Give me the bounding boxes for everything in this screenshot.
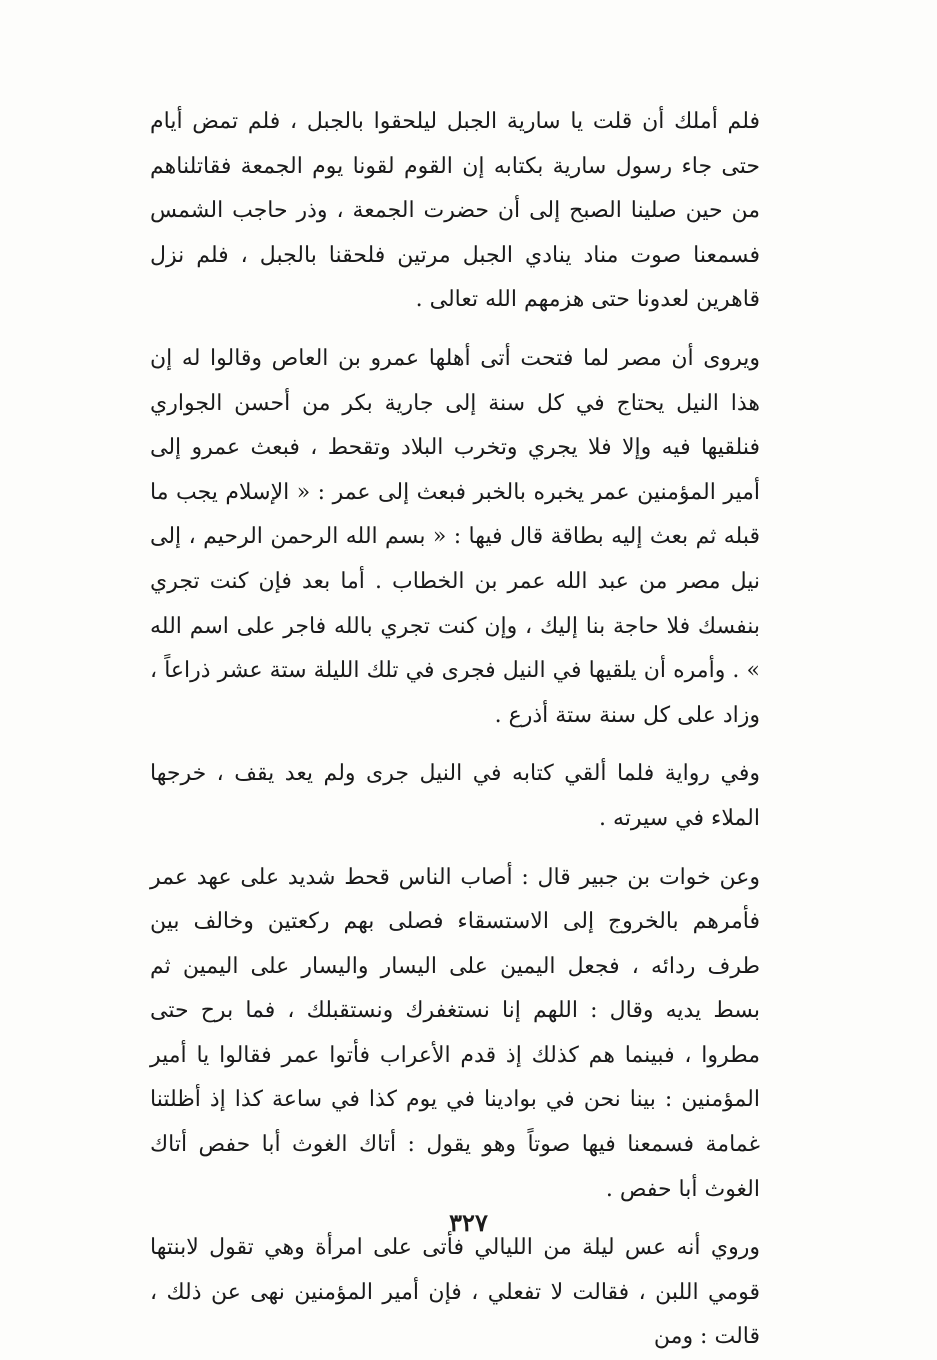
paragraph-4: وعن خوات بن جبير قال : أصاب الناس قحط شديد على عهد عمر فأمرهم بالخروج إلى الاستسقاء فصلى بهم ركعتين وخالف بين طرف ردائه ، فجعل اليمين على اليسار واليسار على اليمين ثم بسط يديه وقال : اللهم إنا نستغفرك ونستقبلك ، فما برح حتى مطروا ، فبينما هم كذلك إذ قدم الأعراب فأتوا عمر فقالوا يا أمير المؤمنين : بينا نحن في بوادينا في يوم كذا في ساعة كذا إذ أظلتنا غمامة فسمعنا فيها صوتاً وهو يقول : أتاك الغوث أبا حفص أتاك الغوث أبا حفص . xyxy=(150,864,760,1202)
paragraph-2: ويروى أن مصر لما فتحت أتى أهلها عمرو بن العاص وقالوا له إن هذا النيل يحتاج في كل سنة إلى جارية بكر من أحسن الجواري فنلقيها فيه وإلا فلا يجري وتخرب البلاد وتقحط ، فبعث عمرو إلى أمير المؤمنين عمر يخبره بالخبر فبعث إلى عمر : « الإسلام يجب ما قبله ثم بعث إليه بطاقة قال فيها : « بسم الله الرحمن الرحيم ، إلى نيل مصر من عبد الله عمر بن الخطاب . أما بعد فإن كنت تجري بنفسك فلا حاجة بنا إليك ، وإن كنت تجري بالله فاجر على اسم الله » . وأمره أن يلقيها في النيل فجرى في تلك الليلة ستة عشر ذراعاً ، وزاد على كل سنة ستة أذرع . xyxy=(150,345,760,728)
paragraph-3: وفي رواية فلما ألقي كتابه في النيل جرى ولم يعد يقف ، خرجها الملاء في سيرته . xyxy=(150,761,760,831)
paragraph-1: فلم أملك أن قلت يا سارية الجبل ليلحقوا بالجبل ، فلم تمض أيام حتى جاء رسول سارية بكتابه إن القوم لقونا يوم الجمعة فقاتلناهم من حين صلينا الصبح إلى أن حضرت الجمعة ، وذر حاجب الشمس فسمعنا صوت مناد ينادي الجبل مرتين فلحقنا بالجبل ، فلم نزل قاهرين لعدونا حتى هزمهم الله تعالى . xyxy=(150,109,760,313)
page-number: ٣٢٧ xyxy=(449,1208,488,1237)
page-body xyxy=(150,100,760,1360)
paragraph-5: وروي أنه عس ليلة من الليالي فأتى على امرأة وهي تقول لابنتها قومي اللبن ، فقالت لا تفعلي ، فإن أمير المؤمنين نهى عن ذلك ، قالت : ومن xyxy=(150,1235,760,1350)
